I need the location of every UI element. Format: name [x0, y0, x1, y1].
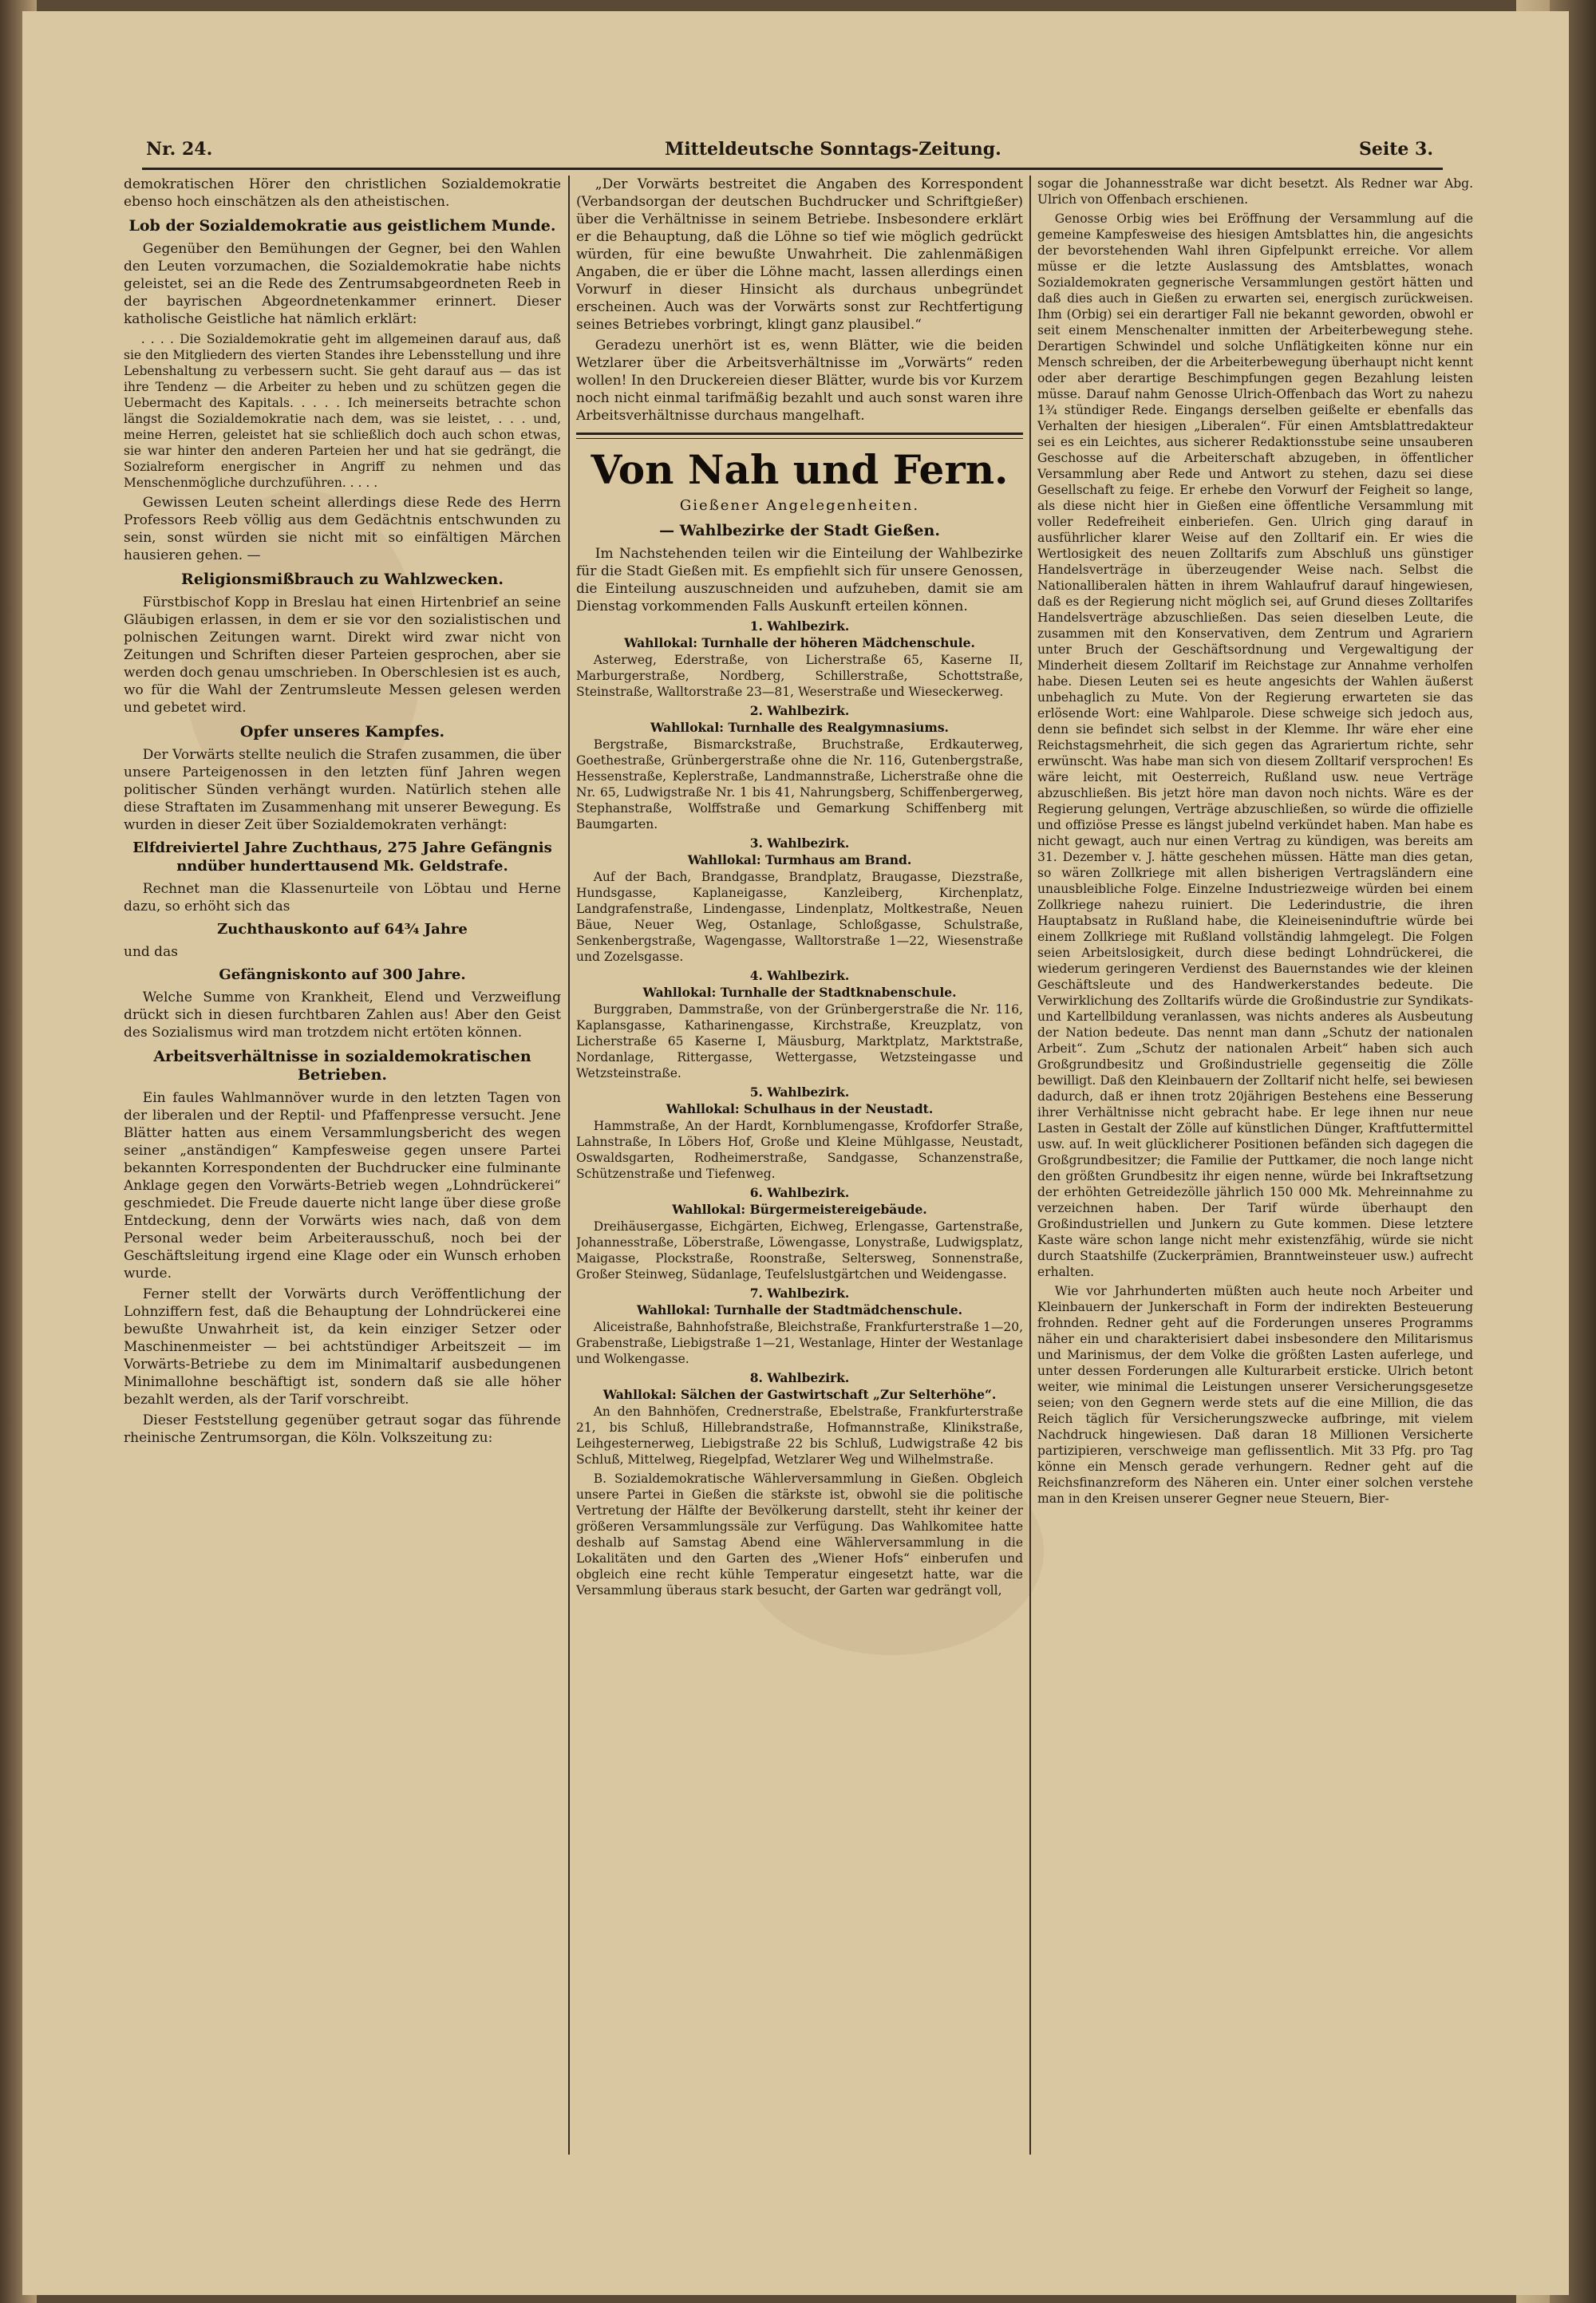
district-heading: 8. Wahlbezirk. [749, 1370, 850, 1385]
article-text: Welche Summe von Krankheit, Elend und Verzweiflung drückt sich in diesen furchtbaren Zahlen aus! Aber den Geist des Sozialismus wird man trotzdem nicht ertöten können. [124, 990, 561, 1041]
article-text: Der Vorwärts stellte neulich die Strafen zusammen, die über unsere Parteigenossen in den letzten fünf Jahren wegen politischer Sünden verhängt wurden. Natürlich stehen alle diese Straftaten im Zusammenhang mit unserer Bewegung. Es wurden in dieser Zeit über Sozialdemokraten verhängt: [124, 747, 561, 833]
district-heading: 1. Wahlbezirk. [749, 618, 850, 634]
newspaper-title: Mitteldeutsche Sonntags-Zeitung. [665, 139, 1001, 160]
street-list: Hammstraße, An der Hardt, Kornblumengasse, Krofdorfer Straße, Lahnstraße, In Löbers Hof, Große und Kleine Mühlgasse, Neustadt, Oswaldsgarten, Rodheimerstraße, Sandgasse, Schanzenstraße, Schützenstraße und Tiefenweg. [576, 1119, 1023, 1181]
polling-place: Wahllokal: Turnhalle der Stadtmädchenschule. [636, 1302, 963, 1317]
district-heading: 7. Wahlbezirk. [749, 1286, 850, 1301]
street-list: Aliceistraße, Bahnhofstraße, Bleichstraße, Frankfurterstraße 1—20, Grabenstraße, Liebigstraße 1—21, Westanlage, Hinter der Westanlage und Wolkengasse. [576, 1320, 1023, 1366]
polling-place: Wahllokal: Turnhalle der Stadtknabenschule. [642, 985, 957, 1000]
district-heading: 6. Wahlbezirk. [749, 1185, 850, 1200]
column-3 [1037, 176, 1473, 2171]
emphasis-text: Elfdreiviertel Jahre Zuchthaus, 275 Jahre Gefängnis nndüber hunderttausend Mk. Geldstrafe. [132, 839, 552, 875]
article-quote: . . . . Die Sozialdemokratie geht im allgemeinen darauf aus, daß sie den Mitgliedern des vierten Standes ihre Lebensstellung und ihre Lebenshaltung zu verbessern sucht. Sie geht darauf aus — das ist ihre Tendenz — die Arbeiter zu heben und zu schützen gegen die Uebermacht des Kapitals. . . . . Ich meinerseits betrachte schon längst die Sozialdemokratie nach dem, was sie leistet, . . . und, meine Herren, geleistet hat sie schließlich doch auch schon etwas, sie war hinter den anderen Parteien her und hat sie gedrängt, die Sozialreform energischer in Angriff zu nehmen und das Menschenmögliche durchzuführen. . . . . [124, 332, 561, 490]
article-text: B. Sozialdemokratische Wählerversammlung in Gießen. Obgleich unsere Partei in Gießen die stärkste ist, obwohl sie die politische Vertretung der Hälfte der Bevölkerung darstellt, steht ihr keiner der größeren Versammlungssäle zur Verfügung. Das Wahlkomitee hatte deshalb auf Samstag Abend eine Wählerversammlung in die Lokalitäten und den Garten des „Wiener Hofs“ einberufen und obgleich eine recht kühle Temperatur eingesetzt hatte, war die Versammlung überaus stark besucht, der Garten war gedrängt voll, [576, 1471, 1023, 1598]
district-heading: 4. Wahlbezirk. [749, 968, 850, 983]
column-1 [124, 176, 561, 2171]
article-text: und das [124, 944, 178, 960]
section-rule [576, 438, 1023, 439]
article-text: „Der Vorwärts bestreitet die Angaben des Korrespondent (Verbandsorgan der deutschen Buchdrucker und Schriftgießer) über die Verhältnisse in seinem Betriebe. Insbesondere erklärt er die Behauptung, daß die Löhne so tief wie möglich gedrückt würden, für eine bewußte Unwahrheit. Die zahlenmäßigen Angaben, die er über die Löhne macht, lassen allerdings einen Vorwurf in dieser Hinsicht als durchaus unbegründet erscheinen. Auch was der Vorwärts sonst zur Rechtfertigung seines Betriebes vorbringt, klingt ganz plausibel.“ [576, 176, 1023, 333]
section-subtitle: Gießener Angelegenheiten. [679, 497, 920, 514]
street-list: An den Bahnhöfen, Crednerstraße, Ebelstraße, Frankfurterstraße 21, bis Schluß, Hillebrandstraße, Hofmannstraße, Klinikstraße, Leihgesternerweg, Liebigstraße 22 bis Schluß, Ludwigstraße 42 bis Schluß, Mittelweg, Riegelpfad, Wetzlarer Weg und Wilhelmstraße. [576, 1404, 1023, 1467]
street-list: Bergstraße, Bismarckstraße, Bruchstraße, Erdkauterweg, Goethestraße, Grünbergerstraße ohne die Nr. 116, Gutenbergstraße, Hessenstraße, Keplerstraße, Landmannstraße, Licherstraße ohne die Nr. 65, Ludwigstraße Nr. 1 bis 41, Nahrungsberg, Schiffenbergerweg, Stephanstraße, Wolffstraße und Gemarkung Schiffenberg mit Baumgarten. [576, 737, 1023, 832]
section-title: Von Nah und Fern. [591, 446, 1009, 493]
page-header [146, 139, 1434, 166]
article-heading: — Wahlbezirke der Stadt Gießen. [659, 522, 940, 539]
polling-place: Wahllokal: Sälchen der Gastwirtschaft „Zur Selterhöhe“. [602, 1387, 997, 1402]
polling-place: Wahllokal: Turnhalle der höheren Mädchenschule. [624, 635, 975, 650]
district-heading: 5. Wahlbezirk. [749, 1084, 850, 1100]
polling-place: Wahllokal: Schulhaus in der Neustadt. [666, 1101, 934, 1116]
street-list: Asterweg, Ederstraße, von Licherstraße 65, Kaserne II, Marburgerstraße, Nordberg, Schillerstraße, Schottstraße, Steinstraße, Walltorstraße 23—81, Weserstraße und Wieseckerweg. [576, 653, 1023, 699]
article-text: Wie vor Jahrhunderten müßten auch heute noch Arbeiter und Kleinbauern der Junkerschaft in Form der indirekten Besteuerung frohnden. Redner geht auf die Forderungen unseres Programms näher ein und charakterisiert dabei insbesondere den Militarismus und Marinismus, der dem Volke die größten Lasten auferlege, und unter dessen Forderungen alle Kulturarbeit ersticke. Ulrich betont weiter, wie minimal die Leistungen unserer Versicherungsgesetze seien; von den Gegnern werde stets auf die eine Million, die das Reich täglich für Versicherungszwecke aufbringe, mit vielem Nachdruck hingewiesen. Daß daran 18 Millionen Versicherte partizipieren, verschweige man geflissentlich. Mit 33 Pfg. pro Tag könne ein Mensch gerade verhungern. Redner geht auf die Reichsfinanzreform des Näheren ein. Unter einer solchen verstehe man in den Kreisen unserer Gegner neue Steuern, Bier- [1037, 1284, 1473, 1506]
article-text: Dieser Feststellung gegenüber getraut sogar das führende rheinische Zentrumsorgan, die Köln. Volkszeitung zu: [124, 1412, 561, 1446]
article-text: Ein faules Wahlmannöver wurde in den letzten Tagen von der liberalen und der Reptil- und Pfaffenpresse versucht. Jene Blätter hatten aus einem Versammlungsbericht des wegen seiner „anständigen“ Kampfesweise gegen unsere Partei bekannten Korrespondenten der Buchdrucker eine fulminante Anklage gegen den Vorwärts-Betrieb wegen „Lohndrückerei“ geschmiedet. Die Freude dauerte nicht lange über diese große Entdeckung, denn der Vorwärts wies nach, daß von dem Personal weder beim Arbeiterausschuß, noch bei der Geschäftsleitung irgend eine Klage oder ein Wunsch erhoben wurde. [124, 1090, 561, 1282]
street-list: Burggraben, Dammstraße, von der Grünbergerstraße die Nr. 116, Kaplansgasse, Katharinengasse, Kirchstraße, Kreuzplatz, von Licherstraße 65 Kaserne I, Mäusburg, Marktplatz, Marktstraße, Nordanlage, Rittergasse, Wettergasse, Wetzsteingasse und Wetzsteinstraße. [576, 1002, 1023, 1080]
article-heading: Opfer unseres Kampfes. [239, 723, 445, 741]
article-heading: Religionsmißbrauch zu Wahlzwecken. [181, 571, 504, 588]
district-heading: 3. Wahlbezirk. [749, 835, 850, 851]
column-divider [568, 176, 570, 2155]
article-text: Ferner stellt der Vorwärts durch Veröffentlichung der Lohnziffern fest, daß die Behauptung der Lohndrückerei eine bewußte Unwahrheit ist, da kein einziger Setzer oder Maschinenmeister — bei achtstündiger Arbeitszeit — im Vorwärts-Betriebe zu dem im Minimaltarif ausbedungenen Minimallohne beschäftigt ist, sondern daß sie alle höher bezahlt werden, als der Tarif vorschreibt. [124, 1286, 561, 1408]
polling-place: Wahllokal: Turmhaus am Brand. [687, 852, 912, 867]
header-rule [142, 168, 1443, 170]
emphasis-text: Gefängniskonto auf 300 Jahre. [219, 966, 466, 983]
street-list: Auf der Bach, Brandgasse, Brandplatz, Braugasse, Diezstraße, Hundsgasse, Kaplaneigasse, Kanzleiberg, Kirchenplatz, Landgrafenstraße, Lindengasse, Lindenplatz, Moltkestraße, Neuen Bäue, Neuer Weg, Ostanlage, Schloßgasse, Schulstraße, Senkenbergstraße, Wagengasse, Walltorstraße 1—22, Wiesenstraße und Zozelsgasse. [576, 870, 1023, 964]
column-2 [576, 176, 1023, 2171]
article-text: Rechnet man die Klassenurteile von Löbtau und Herne dazu, so erhöht sich das [124, 881, 561, 914]
article-heading: Arbeitsverhältnisse in sozialdemokratischen Betrieben. [153, 1048, 531, 1084]
article-text: Geradezu unerhört ist es, wenn Blätter, wie die beiden Wetzlarer über die Arbeitsverhältnisse im „Vorwärts“ reden wollen! In den Druckereien dieser Blätter, wurde bis vor Kurzem noch nicht einmal tarifmäßig bezahlt und auch sonst waren ihre Arbeitsverhältnisse durchaus mangelhaft. [576, 338, 1023, 424]
issue-number: Nr. 24. [146, 139, 213, 160]
page-number: Seite 3. [1359, 139, 1434, 160]
column-divider [1029, 176, 1031, 2155]
article-text: Genosse Orbig wies bei Eröffnung der Versammlung auf die gemeine Kampfesweise des hiesigen Amtsblattes hin, die angesichts der bevorstehenden Wahl ihren Gipfelpunkt erreiche. Vor allem müsse er die letzte Auslassung des Amtsblattes, wonach Sozialdemokraten gegnerische Versammlungen gestört hätten und daß dies auch in Gießen zu erwarten sei, energisch zurückweisen. Ihm (Orbig) sei ein derartiger Fall nie bekannt geworden, obwohl er seit einem Menschenalter inmitten der Arbeiterbewegung stehe. Derartigen Schwindel und solche Unflätigkeiten könne nur ein Mensch schreiben, der die Arbeiterbewegung überhaupt nicht kennt oder aber derartige Beschimpfungen gegen Bezahlung leisten müsse. Darauf nahm Genosse Ulrich-Offenbach das Wort zu nahezu 1¾ stündiger Rede. Eingangs derselben geißelte er ebenfalls das Verhalten der hiesigen „Liberalen“. Für einen Amtsblattredakteur sei es ein Leichtes, aus sicherer Redaktionsstube seine unsauberen Geschosse auf die Arbeiterschaft abzugeben, in öffentlicher Versammlung aber Rede und Antwort zu stehen, dazu sei diese Gesellschaft zu feige. Er erhebe den Vorwurf der Feigheit so lange, als diese nicht hier in Gießen eine öffentliche Versammlung mit voller Redefreiheit einberiefen. Gen. Ulrich ging darauf in ausführlicher klarer Weise auf den Zolltarif ein. Er wies die Wertlosigkeit des neuen Zolltarifs zum Abschluß uns günstiger Handelsverträge in überzeugender Weise nach. Selbst die Nationalliberalen hätten in ihrem Wahlaufruf darauf hingewiesen, daß es der Regierung nicht möglich sei, auf Grund dieses Zolltarifes Handelsverträge abzuschließen. Das seien dieselben Leute, die zusammen mit den Konservativen, dem Zentrum und Agrariern unter Bruch der Geschäftsordnung und Vergewaltigung der Minderheit diesem Zolltarif im Reichstage zur Annahme verholfen habe. Diesen Leuten sei es heute angesichts der Wahlen äußerst unbehaglich zu Mute. Von der Regierung erwarteten sie das erlösende Wort: eine Wahlparole. Diese schweige sich jedoch aus, denn sie befindet sich selbst in der Klemme. Ihr wäre eher eine Reichstagsmehrheit, die sich gegen das Agrariertum richte, sehr erwünscht. Was habe man sich von diesem Zolltarif versprochen! Es wäre leicht, mit Oesterreich, Rußland usw. neue Verträge abzuschließen. Bis jetzt höre man davon noch nichts. Wäre es der Regierung gelungen, Verträge abzuschließen, so würde die offizielle und offiziöse Presse es längst jubelnd verkündet haben. Man habe es nicht gewagt, auch nur einen Vertrag zu kündigen, was bereits am 31. Dezember v. J. hätte geschehen müssen. Hätte man dies getan, so wären Zollkriege mit allen bisherigen Vertragsländern eine unausbleibliche Folge. Einzelne Industriezweige würden bei einem Zollkriege nahezu ruiniert. Die Lederindustrie, die ihren Hauptabsatz in Rußland habe, die Kleineiseninduftrie würde bei einem Zollkriege mit Rußland vollständig lahmgelegt. Die Folgen seien Arbeitslosigkeit, durch diese bedingt Lohndrückerei, die wiederum geringeren Verdienst des Bauernstandes wie der kleinen Geschäftsleute und des Handwerkerstandes bedeute. Die Verwirklichung des Zolltarifs würde die Großindustrie zur Syndikats- und Kartellbildung veranlassen, was nichts anderes als Ausbeutung der Nation bedeute. Das nennt man dann „Schutz der nationalen Arbeit“. Zum „Schutz der nationalen Arbeit“ haben sich auch Großgrundbesitz und Großindustrielle gegenseitig die Zölle bewilligt. Daß den Kleinbauern der Zolltarif nicht helfe, sei bewiesen dadurch, daß er ihnen trotz 20jährigen Bestehens eine Besserung ihrer Verhältnisse nicht gebracht habe. Er lege ihnen nur neue Lasten in Gestalt der Zölle auf künstlichen Dünger, Kraftfuttermittel usw. auf. In weit glücklicherer Positionen befänden sich dagegen die Großgrundbesitzer; die Familie der Puttkamer, die noch lange nicht den größten Grundbesitz ihr eigen nenne, würde bei Inkraftsetzung der erhöhten Getreidezölle jährlich 150 000 Mk. Mehreinnahme zu verzeichnen haben. Der Tarif würde überhaupt den Großindustriellen und Junkern zu Gute kommen. Diese letztere Kaste wäre schon lange nicht mehr existenzfähig, würde sie nicht durch Staatshilfe (Zuckerprämien, Branntweinsteuer usw.) aufrecht erhalten. [1037, 211, 1473, 1279]
article-text: Im Nachstehenden teilen wir die Einteilung der Wahlbezirke für die Stadt Gießen mit. Es empfiehlt sich für unsere Genossen, die Einteilung auszuschneiden und aufzuheben, damit sie am Dienstag vorkommenden Falls Auskunft erteilen können. [576, 546, 1023, 614]
newspaper-page [22, 11, 1569, 2295]
article-text: sogar die Johannesstraße war dicht besetzt. Als Redner war Abg. Ulrich von Offenbach erschienen. [1037, 176, 1473, 207]
district-heading: 2. Wahlbezirk. [749, 703, 850, 718]
article-text: Gewissen Leuten scheint allerdings diese Rede des Herrn Professors Reeb völlig aus dem Gedächtnis entschwunden zu sein, sonst würden sie nicht mit so einfältigen Märchen hausieren gehen. — [124, 495, 561, 563]
polling-place: Wahllokal: Turnhalle des Realgymnasiums. [650, 720, 949, 735]
emphasis-text: Zuchthauskonto auf 64¾ Jahre [217, 921, 468, 938]
article-text: Gegenüber den Bemühungen der Gegner, bei den Wahlen den Leuten vorzumachen, die Sozialdemokratie habe nichts geleistet, sei an die Rede des Zentrumsabgeordneten Reeb in der bayrischen Abgeordnetenkammer erinnert. Dieser katholische Geistliche hat nämlich erklärt: [124, 241, 561, 327]
article-text: Fürstbischof Kopp in Breslau hat einen Hirtenbrief an seine Gläubigen erlassen, in dem er sie vor den sozialistischen und polnischen Zeitungen warnt. Direkt wird zwar nicht von Zeitungen und Schriften dieser Parteien gesprochen, aber sie werden doch genau umschrieben. In Oberschlesien ist es auch, wo für die Wahl der Zentrumsleute Messen gelesen werden und gebetet wird. [124, 595, 561, 716]
section-rule [576, 433, 1023, 435]
article-text: demokratischen Hörer den christlichen Sozialdemokratie ebenso hoch einschätzen als den atheistischen. [124, 176, 561, 210]
article-heading: Lob der Sozialdemokratie aus geistlichem Munde. [128, 217, 556, 235]
street-list: Dreihäusergasse, Eichgärten, Eichweg, Erlengasse, Gartenstraße, Johannesstraße, Löberstraße, Löwengasse, Lonystraße, Ludwigsplatz, Maigasse, Plockstraße, Roonstraße, Seltersweg, Sonnenstraße, Großer Steinweg, Südanlage, Teufelslustgärtchen und Weidengasse. [576, 1219, 1023, 1282]
polling-place: Wahllokal: Bürgermeistereigebäude. [672, 1202, 927, 1217]
